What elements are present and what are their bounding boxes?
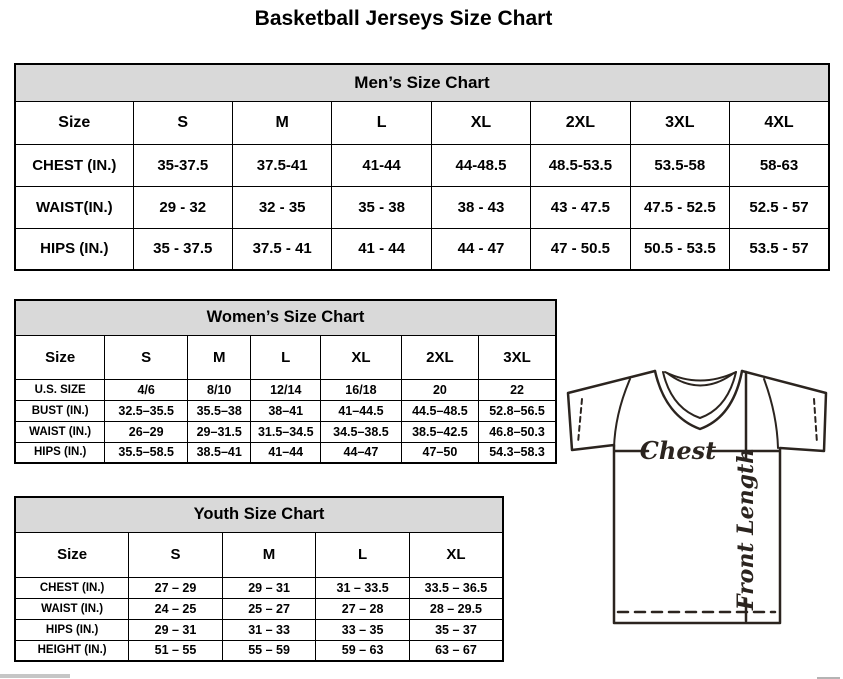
- size-cell: 29 – 31: [222, 577, 316, 598]
- size-cell: 31 – 33: [222, 619, 316, 640]
- size-cell: 28 – 29.5: [409, 598, 503, 619]
- size-cell: 38 - 43: [431, 186, 530, 228]
- row-label: BUST (IN.): [15, 400, 105, 421]
- size-cell: 41 - 44: [332, 228, 431, 270]
- size-cell: 34.5–38.5: [321, 421, 402, 442]
- size-cell: 44.5–48.5: [401, 400, 478, 421]
- column-header: XL: [321, 335, 402, 379]
- column-header: 2XL: [531, 101, 630, 144]
- table-row: [15, 619, 503, 640]
- row-label: HIPS (IN.): [15, 619, 129, 640]
- size-cell: 8/10: [188, 379, 251, 400]
- size-cell: 44-48.5: [431, 144, 530, 186]
- mens-size-table: [14, 63, 830, 271]
- column-header: L: [316, 532, 410, 577]
- size-cell: 37.5 - 41: [232, 228, 331, 270]
- size-cell: 33.5 – 36.5: [409, 577, 503, 598]
- size-cell: 35 – 37: [409, 619, 503, 640]
- row-label: CHEST (IN.): [15, 144, 133, 186]
- size-cell: 32 - 35: [232, 186, 331, 228]
- column-header: XL: [431, 101, 530, 144]
- size-cell: 58-63: [730, 144, 830, 186]
- table-row: [15, 186, 829, 228]
- size-cell: 47.5 - 52.5: [630, 186, 729, 228]
- table-row: [15, 577, 503, 598]
- size-cell: 35 - 38: [332, 186, 431, 228]
- size-cell: 46.8–50.3: [479, 421, 556, 442]
- size-cell: 27 – 28: [316, 598, 410, 619]
- size-cell: 35 - 37.5: [133, 228, 232, 270]
- size-cell: 48.5-53.5: [531, 144, 630, 186]
- table-row: [15, 640, 503, 661]
- size-cell: 53.5 - 57: [730, 228, 830, 270]
- table-row: [15, 598, 503, 619]
- table-row: [15, 442, 556, 463]
- size-cell: 27 – 29: [129, 577, 223, 598]
- row-label: U.S. SIZE: [15, 379, 105, 400]
- front-length-measure-label: Front Length: [733, 447, 759, 611]
- size-cell: 44 - 47: [431, 228, 530, 270]
- size-cell: 41-44: [332, 144, 431, 186]
- column-header: L: [251, 335, 321, 379]
- size-cell: 35.5–58.5: [105, 442, 188, 463]
- column-header: L: [332, 101, 431, 144]
- column-header: S: [129, 532, 223, 577]
- column-header: M: [232, 101, 331, 144]
- size-cell: 4/6: [105, 379, 188, 400]
- size-cell: 38.5–41: [188, 442, 251, 463]
- column-header: 3XL: [479, 335, 556, 379]
- jersey-measurement-diagram: [556, 358, 838, 634]
- row-label: HIPS (IN.): [15, 228, 133, 270]
- jersey-armhole-seam-left: [614, 379, 630, 448]
- women-section-title: Women’s Size Chart: [15, 300, 556, 335]
- youth-table: [14, 496, 504, 662]
- size-cell: 32.5–35.5: [105, 400, 188, 421]
- size-cell: 25 – 27: [222, 598, 316, 619]
- column-header: M: [188, 335, 251, 379]
- jersey-collar-back-2: [667, 373, 734, 386]
- size-cell: 33 – 35: [316, 619, 410, 640]
- size-cell: 37.5-41: [232, 144, 331, 186]
- jersey-armhole-seam-right: [764, 379, 778, 448]
- column-header: Size: [15, 335, 105, 379]
- size-cell: 16/18: [321, 379, 402, 400]
- size-cell: 20: [401, 379, 478, 400]
- size-cell: 29 – 31: [129, 619, 223, 640]
- size-cell: 55 – 59: [222, 640, 316, 661]
- column-header: 2XL: [401, 335, 478, 379]
- size-cell: 35-37.5: [133, 144, 232, 186]
- size-cell: 59 – 63: [316, 640, 410, 661]
- size-cell: 29–31.5: [188, 421, 251, 442]
- size-cell: 35.5–38: [188, 400, 251, 421]
- column-header: S: [133, 101, 232, 144]
- size-cell: 51 – 55: [129, 640, 223, 661]
- row-label: HIPS (IN.): [15, 442, 105, 463]
- column-header: M: [222, 532, 316, 577]
- jersey-cuff-dash-right: [814, 399, 817, 443]
- size-cell: 44–47: [321, 442, 402, 463]
- table-row: [15, 228, 829, 270]
- size-cell: 47–50: [401, 442, 478, 463]
- row-label: WAIST(IN.): [15, 186, 133, 228]
- table-row: [15, 400, 556, 421]
- size-cell: 22: [479, 379, 556, 400]
- size-cell: 24 – 25: [129, 598, 223, 619]
- size-cell: 53.5-58: [630, 144, 729, 186]
- table-row: [15, 421, 556, 442]
- row-label: WAIST (IN.): [15, 598, 129, 619]
- size-cell: 38–41: [251, 400, 321, 421]
- size-cell: 43 - 47.5: [531, 186, 630, 228]
- size-cell: 38.5–42.5: [401, 421, 478, 442]
- column-header: Size: [15, 101, 133, 144]
- womens-size-table: [14, 299, 557, 464]
- chest-measure-label: Chest: [639, 436, 717, 465]
- row-label: WAIST (IN.): [15, 421, 105, 442]
- size-cell: 31.5–34.5: [251, 421, 321, 442]
- size-cell: 52.8–56.5: [479, 400, 556, 421]
- size-cell: 50.5 - 53.5: [630, 228, 729, 270]
- size-cell: 41–44.5: [321, 400, 402, 421]
- jersey-outline: [568, 371, 826, 623]
- youth-section-title: Youth Size Chart: [15, 497, 503, 532]
- size-cell: 52.5 - 57: [730, 186, 830, 228]
- table-row: [15, 379, 556, 400]
- youth-size-table: [14, 496, 504, 662]
- size-cell: 12/14: [251, 379, 321, 400]
- women-table: [14, 299, 557, 464]
- table-row: [15, 144, 829, 186]
- size-cell: 54.3–58.3: [479, 442, 556, 463]
- row-label: CHEST (IN.): [15, 577, 129, 598]
- column-header: Size: [15, 532, 129, 577]
- size-cell: 41–44: [251, 442, 321, 463]
- page-title: Basketball Jerseys Size Chart: [254, 7, 553, 30]
- jersey-cuff-dash-left: [578, 399, 582, 443]
- column-header: 3XL: [630, 101, 729, 144]
- page-bottom-artifact-left: [0, 674, 70, 678]
- column-header: 4XL: [730, 101, 830, 144]
- size-cell: 63 – 67: [409, 640, 503, 661]
- men-table: [14, 63, 830, 271]
- size-cell: 31 – 33.5: [316, 577, 410, 598]
- men-section-title: Men’s Size Chart: [15, 64, 829, 101]
- size-cell: 29 - 32: [133, 186, 232, 228]
- column-header: XL: [409, 532, 503, 577]
- size-cell: 47 - 50.5: [531, 228, 630, 270]
- row-label: HEIGHT (IN.): [15, 640, 129, 661]
- column-header: S: [105, 335, 188, 379]
- size-cell: 26–29: [105, 421, 188, 442]
